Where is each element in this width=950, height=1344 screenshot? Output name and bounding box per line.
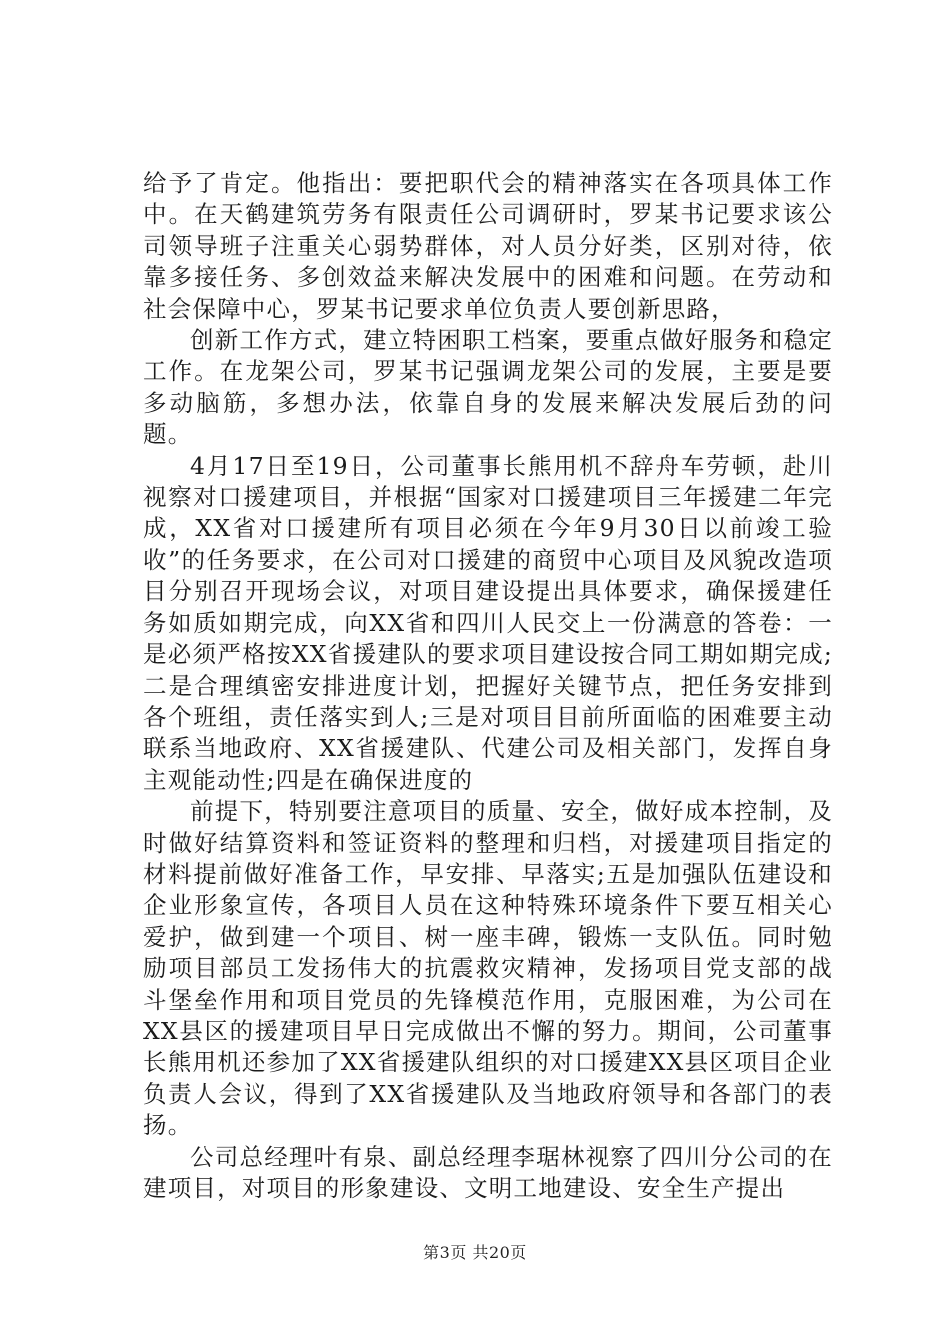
page-number-footer: 第3页 共20页	[423, 1243, 527, 1262]
document-body	[143, 168, 833, 1204]
paragraph-general-manager: 公司总经理叶有泉、副总经理李琚林视察了四川分公司的在建项目，对项目的形象建设、文明工地建设、安全生产提出	[143, 1142, 833, 1202]
paragraph-continuation: 给予了肯定。他指出：要把职代会的精神落实在各项具体工作中。在天鹤建筑劳务有限责任公司调研时，罗某书记要求该公司领导班子注重关心弱势群体，对人员分好类，区别对待，依靠多接任务、多创效益来解决发展中的困难和问题。在劳动和社会保障中心，罗某书记要求单位负责人要创新思路，	[143, 169, 833, 323]
paragraph-requirements: 前提下，特别要注意项目的质量、安全，做好成本控制，及时做好结算资料和签证资料的整理和归档，对援建项目指定的材料提前做好准备工作，早安排、早落实;五是加强队伍建设和企业形象宣传，各项目人员在这种特殊环境条件下要互相关心爱护，做到建一个项目、树一座丰碑，锻炼一支队伍。同时勉励项目部员工发扬伟大的抗震救灾精神，发扬项目党支部的战斗堡垒作用和项目党员的先锋模范作用，克服困难，为公司在XX县区的援建项目早日完成做出不懈的努力。期间，公司董事长熊用机还参加了XX省援建队组织的对口援建XX县区项目企业负责人会议，得到了XX省援建队及当地政府领导和各部门的表扬。	[143, 797, 833, 1140]
paragraph-longjia: 创新工作方式，建立特困职工档案，要重点做好服务和稳定工作。在龙架公司，罗某书记强调龙架公司的发展，主要是要多动脑筋，多想办法，依靠自身的发展来解决发展后劲的问题。	[143, 326, 833, 449]
paragraph-chairman-visit: 4月17日至19日，公司董事长熊用机不辞舟车劳顿，赴川视察对口援建项目，并根据“国家对口援建项目三年援建二年完成，XX省对口援建所有项目必须在今年9月30日以前竣工验收”的任务要求，在公司对口援建的商贸中心项目及风貌改造项目分别召开现场会议，对项目建设提出具体要求，确保援建任务如质如期完成，向XX省和四川人民交上一份满意的答卷：一是必须严格按XX省援建队的要求项目建设按合同工期如期完成;二是合理缜密安排进度计划，把握好关键节点，把任务安排到各个班组，责任落实到人;三是对项目目前所面临的困难要主动联系当地政府、XX省援建队、代建公司及相关部门，发挥自身主观能动性;四是在确保进度的	[143, 451, 833, 794]
